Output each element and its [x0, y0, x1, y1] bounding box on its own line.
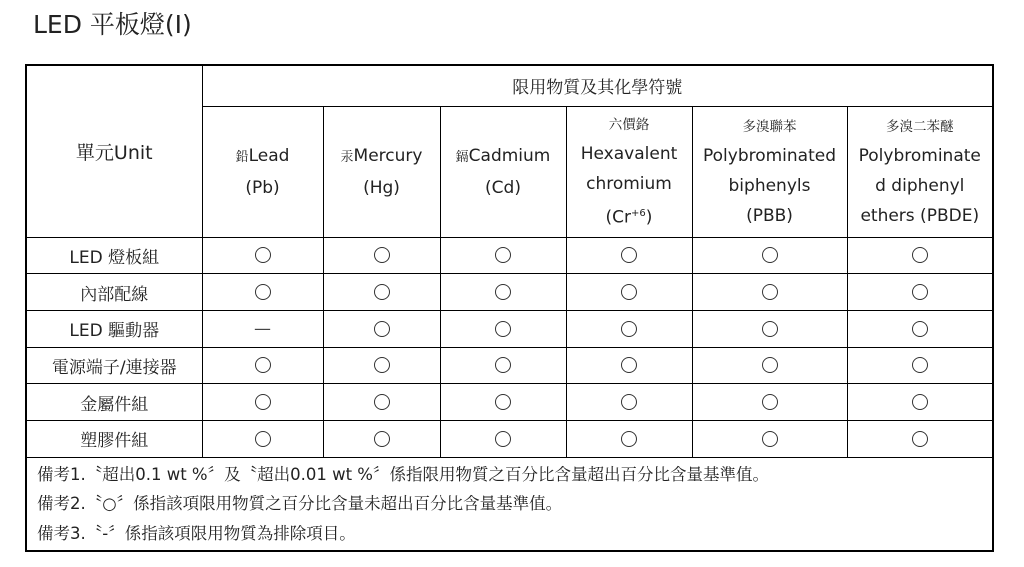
circle-mark-icon [912, 394, 928, 410]
substance-chinese-name: 多溴聯苯 [742, 118, 797, 135]
substance-chinese-name: 多溴二苯醚 [886, 118, 954, 135]
substance-header-line [693, 113, 847, 141]
circle-mark-icon [762, 321, 778, 337]
status-cell [202, 420, 323, 457]
status-cell [202, 274, 323, 311]
row-label: 金屬件組 [26, 384, 202, 421]
circle-mark-icon [255, 357, 271, 373]
status-cell [202, 310, 323, 347]
table-row [26, 237, 993, 274]
row-label: 內部配線 [26, 274, 202, 311]
status-cell [692, 347, 847, 384]
circle-mark-icon [762, 357, 778, 373]
status-cell [440, 274, 566, 311]
restricted-substances-table [25, 64, 994, 552]
status-cell [692, 237, 847, 274]
note-line: 備考3.〝-〞係指該項限用物質為排除項目。 [37, 523, 356, 543]
circle-mark-icon [255, 247, 271, 263]
table-row [26, 384, 993, 421]
circle-mark-icon [495, 321, 511, 337]
circle-mark-icon [255, 284, 271, 300]
circle-mark-icon [912, 284, 928, 300]
substance-header [566, 106, 692, 237]
status-cell [566, 384, 692, 421]
substance-header-line [693, 201, 847, 231]
circle-mark-icon [495, 284, 511, 300]
status-cell [323, 274, 440, 311]
status-cell [440, 310, 566, 347]
substance-name-text: chromium [586, 173, 672, 194]
substance-header-line [693, 171, 847, 201]
substance-name-text: Polybrominate [858, 145, 981, 166]
circle-mark-icon [621, 321, 637, 337]
circle-mark-icon [495, 431, 511, 447]
substance-header-line [567, 139, 692, 169]
substance-name-text: Cadmium [468, 145, 551, 166]
status-cell [566, 420, 692, 457]
substance-header [692, 106, 847, 237]
circle-mark-icon [255, 394, 271, 410]
substance-header-line [693, 141, 847, 171]
status-cell [440, 384, 566, 421]
status-cell [323, 384, 440, 421]
note-line: 備考1.〝超出0.1 wt %〞及〝超出0.01 wt %〞係指限用物質之百分比含量超出百分比含量基準值。 [37, 464, 769, 484]
circle-mark-icon [762, 431, 778, 447]
substance-chinese-name: 六價鉻 [608, 116, 650, 133]
status-cell [847, 347, 993, 384]
substance-name-text: Polybrominated [702, 145, 837, 166]
substance-header-line [848, 113, 993, 141]
circle-mark-icon [374, 394, 390, 410]
circle-mark-icon [762, 394, 778, 410]
status-cell [692, 310, 847, 347]
status-cell [847, 420, 993, 457]
circle-mark-icon [762, 247, 778, 263]
note-line: 備考2.〝○〞係指該項限用物質之百分比含量未超出百分比含量基準值。 [37, 494, 563, 514]
circle-mark-icon [762, 284, 778, 300]
substance-name-text: (Cr [605, 207, 632, 228]
status-cell [323, 310, 440, 347]
substance-header-line [324, 173, 440, 203]
circle-mark-icon [912, 321, 928, 337]
row-label: 塑膠件組 [26, 420, 202, 457]
substance-header-line [324, 141, 440, 173]
circle-mark-icon [912, 247, 928, 263]
substance-header-line [848, 171, 993, 201]
substance-header-line [567, 169, 692, 199]
table-row [26, 420, 993, 457]
substance-name-text: biphenyls [728, 175, 811, 196]
page-title: LED 平板燈(I) [33, 10, 192, 39]
circle-mark-icon [495, 357, 511, 373]
substance-header [847, 106, 993, 237]
status-cell [202, 384, 323, 421]
circle-mark-icon [621, 394, 637, 410]
circle-mark-icon [621, 247, 637, 263]
row-label: LED 驅動器 [26, 310, 202, 347]
status-cell [323, 347, 440, 384]
status-cell [847, 237, 993, 274]
status-cell [566, 237, 692, 274]
status-cell [566, 347, 692, 384]
status-cell [692, 274, 847, 311]
circle-mark-icon [621, 431, 637, 447]
substance-header-line [441, 173, 566, 203]
circle-mark-icon [621, 284, 637, 300]
substance-header-line [567, 199, 692, 233]
substance-header-line [203, 141, 323, 173]
substance-name-text: (Pb) [245, 177, 280, 198]
substance-header-line [203, 173, 323, 203]
substance-name-text: (PBB) [746, 205, 793, 226]
substance-header-line [848, 201, 993, 231]
substance-name-text: Lead [248, 145, 290, 166]
circle-mark-icon [374, 321, 390, 337]
substance-header-line [567, 111, 692, 139]
substance-chinese-name: 鉛 [235, 149, 249, 165]
table-row [26, 274, 993, 311]
status-cell [440, 347, 566, 384]
substance-header [202, 106, 323, 237]
substance-header [323, 106, 440, 237]
substance-header-line [441, 141, 566, 173]
status-cell [692, 420, 847, 457]
status-cell [202, 237, 323, 274]
substance-group-header: 限用物質及其化學符號 [202, 65, 993, 106]
circle-mark-icon [495, 394, 511, 410]
status-cell [566, 310, 692, 347]
header-row-group [26, 65, 993, 106]
substance-name-text: (Cd) [485, 177, 521, 198]
circle-mark-icon [621, 357, 637, 373]
substance-header-line [848, 141, 993, 171]
substance-chinese-name: 鎘 [455, 149, 469, 165]
status-cell [847, 274, 993, 311]
circle-mark-icon [255, 431, 271, 447]
circle-mark-icon [912, 431, 928, 447]
circle-mark-icon [374, 284, 390, 300]
status-cell [440, 420, 566, 457]
substance-name-text: d diphenyl [875, 175, 965, 196]
substance-name-text: Hexavalent [580, 143, 678, 164]
circle-mark-icon [912, 357, 928, 373]
circle-mark-icon [374, 247, 390, 263]
status-cell [202, 347, 323, 384]
circle-mark-icon [374, 357, 390, 373]
substance-superscript: +6 [631, 207, 646, 219]
substance-name-text: Mercury [353, 145, 423, 166]
dash-mark: — [254, 318, 271, 339]
table-row [26, 347, 993, 384]
substance-name-text: (Hg) [363, 177, 400, 198]
status-cell [323, 237, 440, 274]
substance-name-text: ) [645, 207, 653, 228]
notes-row [26, 457, 993, 551]
circle-mark-icon [374, 431, 390, 447]
substance-name-text: ethers (PBDE) [860, 205, 980, 226]
status-cell [847, 310, 993, 347]
row-label: 電源端子/連接器 [26, 347, 202, 384]
status-cell [440, 237, 566, 274]
table-row [26, 310, 993, 347]
row-label: LED 燈板組 [26, 237, 202, 274]
unit-header: 單元Unit [26, 65, 202, 237]
circle-mark-icon [495, 247, 511, 263]
substance-chinese-name: 汞 [340, 149, 354, 165]
status-cell [323, 420, 440, 457]
status-cell [566, 274, 692, 311]
status-cell [692, 384, 847, 421]
substance-header [440, 106, 566, 237]
status-cell [847, 384, 993, 421]
notes-cell [26, 457, 993, 551]
